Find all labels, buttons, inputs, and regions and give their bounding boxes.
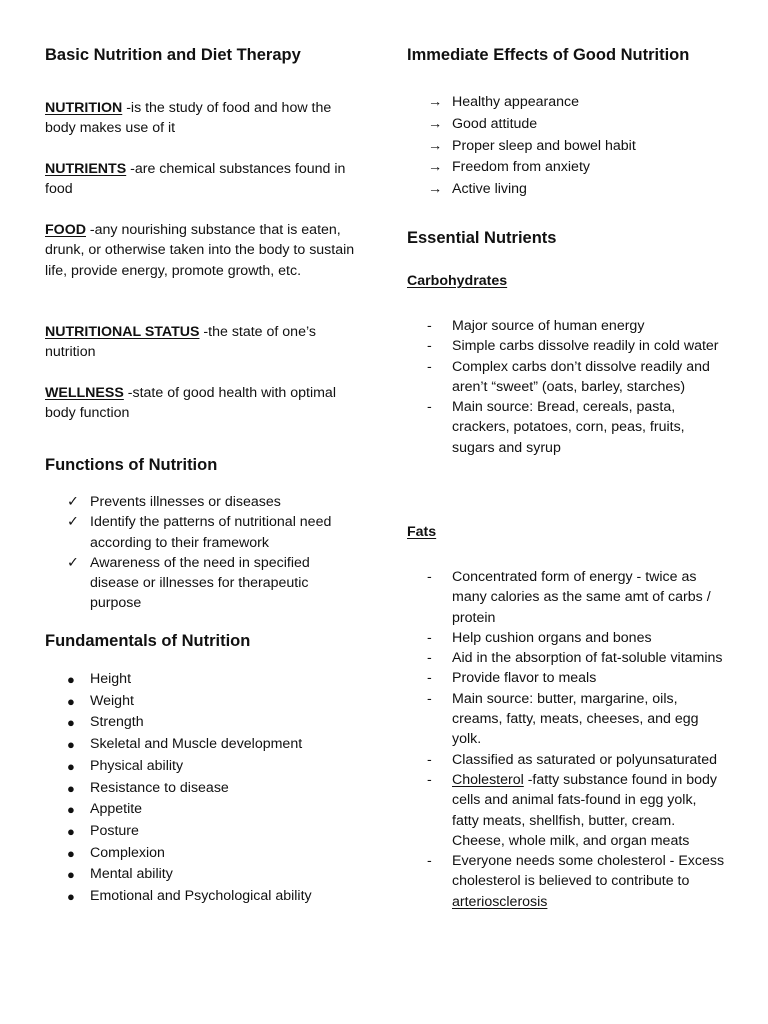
essential-nutrients-heading: Essential Nutrients — [407, 229, 557, 247]
check-icon: ✓ — [67, 514, 79, 531]
definition-wellness — [45, 383, 365, 424]
dash-marker: - — [427, 358, 432, 375]
arteriosclerosis-term: arteriosclerosis — [452, 893, 548, 910]
definition-text: -are chemical substances found in food — [45, 161, 346, 198]
functions-list — [45, 492, 355, 614]
page-title: Basic Nutrition and Diet Therapy — [45, 46, 301, 64]
dash-marker: - — [427, 629, 432, 646]
list-item: ● Complexion — [45, 843, 365, 865]
list-item: ● Resistance to disease — [45, 778, 365, 800]
list-item: - Main source: Bread, cereals, pasta, crackers, potatoes, corn, peas, fruits, sugars and syrup — [427, 399, 685, 456]
definition-food — [45, 220, 365, 281]
list-item: ● Strength — [45, 712, 365, 734]
list-item: ● Emotional and Psychological ability — [45, 886, 365, 908]
arrow-right-icon: → — [428, 181, 443, 198]
definition-text: -state of good health with optimal body function — [45, 385, 336, 422]
bullet-icon: ● — [67, 802, 75, 818]
everyone-text: Everyone needs some cholesterol - Excess cholesterol is believed to contribute to — [452, 853, 725, 890]
carbohydrates-list — [407, 316, 725, 458]
definition-nutritional-status — [45, 322, 365, 363]
bullet-icon: ● — [67, 823, 75, 839]
list-item: - Concentrated form of energy - twice as many calories as the same amt of carbs / protein — [427, 569, 711, 626]
bullet-icon: ● — [67, 758, 75, 774]
check-icon: ✓ — [67, 554, 79, 571]
arrow-right-icon: → — [428, 115, 443, 132]
list-item-everyone — [407, 851, 725, 912]
check-icon: ✓ — [67, 494, 79, 510]
definition-term: WELLNESS — [45, 385, 124, 401]
list-item: - Help cushion organs and bones — [407, 628, 725, 648]
bullet-icon: ● — [67, 672, 75, 687]
list-item: ✓ Awareness of the need in specified disease or illnesses for therapeutic purpose — [67, 554, 310, 612]
effects-heading: Immediate Effects of Good Nutrition — [407, 46, 690, 64]
arrow-right-icon: → — [428, 94, 443, 110]
list-item: → Active living — [407, 179, 725, 201]
fats-heading: Fats — [407, 524, 437, 540]
definition-term: FOOD — [45, 222, 86, 238]
dash-marker: - — [427, 338, 432, 355]
definition-text: -the state of one’s nutrition — [45, 324, 316, 361]
bullet-icon: ● — [67, 867, 75, 883]
list-item: ● Skeletal and Muscle development — [45, 734, 365, 756]
cholesterol-text: -fatty substance found in body cells and animal fats-found in egg yolk, fatty meats, shellfish, butter, cream. Cheese, whole milk, and organ meats — [452, 771, 717, 849]
list-item-cholesterol — [407, 770, 725, 851]
dash-marker: - — [427, 771, 432, 788]
arrow-right-icon: → — [428, 137, 443, 154]
definition-term: NUTRIENTS — [45, 161, 127, 177]
list-item: → Healthy appearance — [407, 92, 725, 114]
dash-marker: - — [427, 650, 432, 667]
bullet-icon: ● — [67, 889, 75, 905]
bullet-icon: ● — [67, 693, 75, 709]
list-item: - Provide flavor to meals — [407, 668, 725, 688]
bullet-icon: ● — [67, 715, 75, 731]
arrow-right-icon: → — [428, 159, 443, 176]
list-item: - Simple carbs dissolve readily in cold water — [407, 336, 725, 356]
list-item: ● Mental ability — [45, 864, 365, 886]
dash-marker: - — [427, 690, 432, 707]
list-item: ● Posture — [45, 821, 365, 843]
definition-text: -any nourishing substance that is eaten, drunk, or otherwise taken into the body to sustain life, provide energy, promote growth, etc. — [45, 222, 355, 279]
fats-list — [407, 567, 725, 912]
list-item: - Complex carbs don’t dissolve readily and aren’t “sweet” (oats, barley, starches) — [427, 358, 710, 395]
list-item: - Classified as saturated or polyunsaturated — [407, 750, 725, 770]
list-item: - Main source: butter, margarine, oils, creams, fatty, meats, cheeses, and egg yolk. — [427, 690, 699, 748]
bullet-icon: ● — [67, 737, 75, 753]
dash-marker: - — [427, 853, 432, 870]
dash-marker: - — [427, 399, 432, 416]
list-item: ✓ Prevents illnesses or diseases — [45, 492, 355, 512]
list-item: ● Height — [45, 669, 365, 691]
dash-marker: - — [427, 569, 432, 585]
definition-nutrition — [45, 98, 365, 139]
list-item: ● Physical ability — [45, 756, 365, 778]
dash-marker: - — [427, 670, 432, 687]
cholesterol-term: Cholesterol — [452, 771, 524, 788]
list-item: ● Appetite — [45, 799, 365, 821]
bullet-icon: ● — [67, 780, 75, 796]
list-item: ● Weight — [45, 691, 365, 713]
functions-heading: Functions of Nutrition — [45, 456, 218, 474]
dash-marker: - — [427, 751, 432, 768]
definition-term: NUTRITIONAL STATUS — [45, 324, 200, 340]
definition-text: -is the study of food and how the body makes use of it — [45, 100, 332, 137]
fundamentals-heading: Fundamentals of Nutrition — [45, 632, 251, 650]
list-item: - Aid in the absorption of fat-soluble vitamins — [407, 648, 725, 668]
list-item: → Freedom from anxiety — [407, 157, 725, 179]
carbohydrates-heading: Carbohydrates — [407, 273, 508, 289]
effects-list — [407, 92, 725, 201]
dash-marker: - — [427, 318, 432, 334]
definition-nutrients — [45, 159, 365, 200]
bullet-icon: ● — [67, 845, 75, 861]
list-item: - Major source of human energy — [407, 316, 725, 336]
list-item: → Good attitude — [407, 114, 725, 136]
definition-term: NUTRITION — [45, 100, 123, 116]
fundamentals-list — [45, 669, 365, 908]
list-item: ✓ Identify the patterns of nutritional need according to their framework — [67, 514, 332, 551]
list-item: → Proper sleep and bowel habit — [407, 136, 725, 158]
